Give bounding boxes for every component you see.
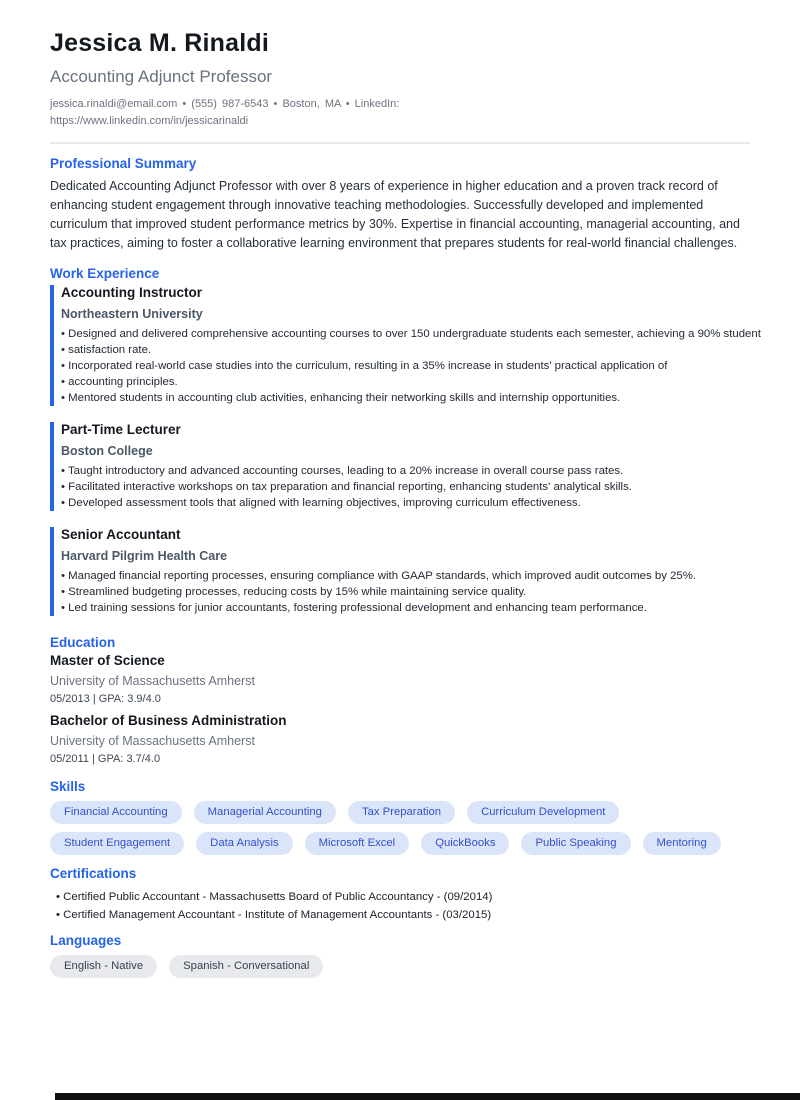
person-job-title: Accounting Adjunct Professor — [50, 67, 273, 86]
job-bullet-list — [61, 463, 750, 511]
job-bullet: • accounting principles. — [61, 374, 750, 390]
job-bullet: • Designed and delivered comprehensive accounting courses to over 150 undergraduate students each semester, achieving a 90% student — [61, 326, 750, 342]
job-bullet: • Mentored students in accounting club activities, enhancing their networking skills and internship opportunities. — [61, 390, 750, 406]
certification-item: • Certified Public Accountant - Massachusetts Board of Public Accountancy - (09/2014) — [56, 888, 750, 906]
skill-pill: Public Speaking — [521, 832, 630, 855]
education-entry — [50, 653, 750, 706]
contact-info — [50, 96, 750, 130]
job-bullet: • Developed assessment tools that aligned with learning objectives, improving curriculum effectiveness. — [61, 495, 750, 511]
languages-list — [50, 955, 760, 978]
job-bullet-list — [61, 326, 761, 406]
job-bullet: • Incorporated real-world case studies into the curriculum, resulting in a 35% increase in students' practical application of — [61, 358, 750, 374]
job-bullet: • Managed financial reporting processes, ensuring compliance with GAAP standards, which improved audit outcomes by 25%. — [61, 568, 750, 584]
job-company: Northeastern University — [61, 307, 203, 321]
job-bullet-list — [61, 568, 750, 616]
job-bullet: • Streamlined budgeting processes, reducing costs by 15% while maintaining service quality. — [61, 584, 750, 600]
skill-pill: Financial Accounting — [50, 801, 182, 824]
page-footer-bar — [55, 1093, 800, 1100]
summary-text: Dedicated Accounting Adjunct Professor with over 8 years of experience in higher education and a proven track record of enhancing student engagement through innovative teaching methodologies. Successfully developed and implemented curriculum that improved student performance metrics by 30%. Expertise in financial accounting, managerial accounting, and tax practices, aiming to foster a collaborative learning environment that prepares students for real-world financial challenges. — [50, 179, 740, 250]
job-bullet: • Led training sessions for junior accountants, fostering professional development and enhancing team performance. — [61, 600, 750, 616]
skill-pill: Student Engagement — [50, 832, 184, 855]
degree-school: University of Massachusetts Amherst — [50, 674, 255, 688]
skill-pill: QuickBooks — [421, 832, 509, 855]
job-title: Part-Time Lecturer — [61, 422, 181, 437]
job-title: Accounting Instructor — [61, 285, 202, 300]
skill-pill: Curriculum Development — [467, 801, 619, 824]
job-entry — [50, 527, 750, 616]
degree-details: 05/2011 | GPA: 3.7/4.0 — [50, 753, 161, 765]
skill-pill: Mentoring — [643, 832, 721, 855]
degree-details: 05/2013 | GPA: 3.9/4.0 — [50, 693, 161, 705]
section-heading-summary: Professional Summary — [50, 156, 197, 171]
job-bullet: • Facilitated interactive workshops on tax preparation and financial reporting, enhancing students' analytical skills. — [61, 479, 750, 495]
job-title: Senior Accountant — [61, 527, 181, 542]
contact-line-2: https://www.linkedin.com/in/jessicarinaldi — [50, 115, 249, 127]
skill-pill: Microsoft Excel — [305, 832, 410, 855]
section-heading-work: Work Experience — [50, 266, 160, 281]
job-company: Boston College — [61, 444, 153, 458]
certification-list — [50, 888, 750, 924]
person-name: Jessica M. Rinaldi — [50, 29, 269, 57]
language-pill: English - Native — [50, 955, 157, 978]
skills-list — [50, 801, 760, 855]
header-divider — [50, 142, 750, 144]
skill-pill: Tax Preparation — [348, 801, 455, 824]
certification-item: • Certified Management Accountant - Institute of Management Accountants - (03/2015) — [56, 906, 750, 924]
skill-pill: Data Analysis — [196, 832, 292, 855]
degree-title: Master of Science — [50, 653, 165, 668]
section-heading-certifications: Certifications — [50, 866, 137, 881]
degree-title: Bachelor of Business Administration — [50, 713, 287, 728]
job-entry — [50, 422, 750, 511]
job-entry — [50, 285, 761, 406]
section-heading-languages: Languages — [50, 933, 122, 948]
contact-line-1: jessica.rinaldi@email.com • (555) 987-6543 • Boston, MA • LinkedIn: — [50, 98, 400, 110]
education-entry — [50, 713, 750, 766]
skill-pill: Managerial Accounting — [194, 801, 336, 824]
job-bullet: • satisfaction rate. — [61, 342, 750, 358]
section-heading-education: Education — [50, 635, 116, 650]
job-bullet: • Taught introductory and advanced accounting courses, leading to a 20% increase in overall course pass rates. — [61, 463, 750, 479]
language-pill: Spanish - Conversational — [169, 955, 323, 978]
job-company: Harvard Pilgrim Health Care — [61, 549, 228, 563]
section-heading-skills: Skills — [50, 779, 86, 794]
degree-school: University of Massachusetts Amherst — [50, 734, 255, 748]
